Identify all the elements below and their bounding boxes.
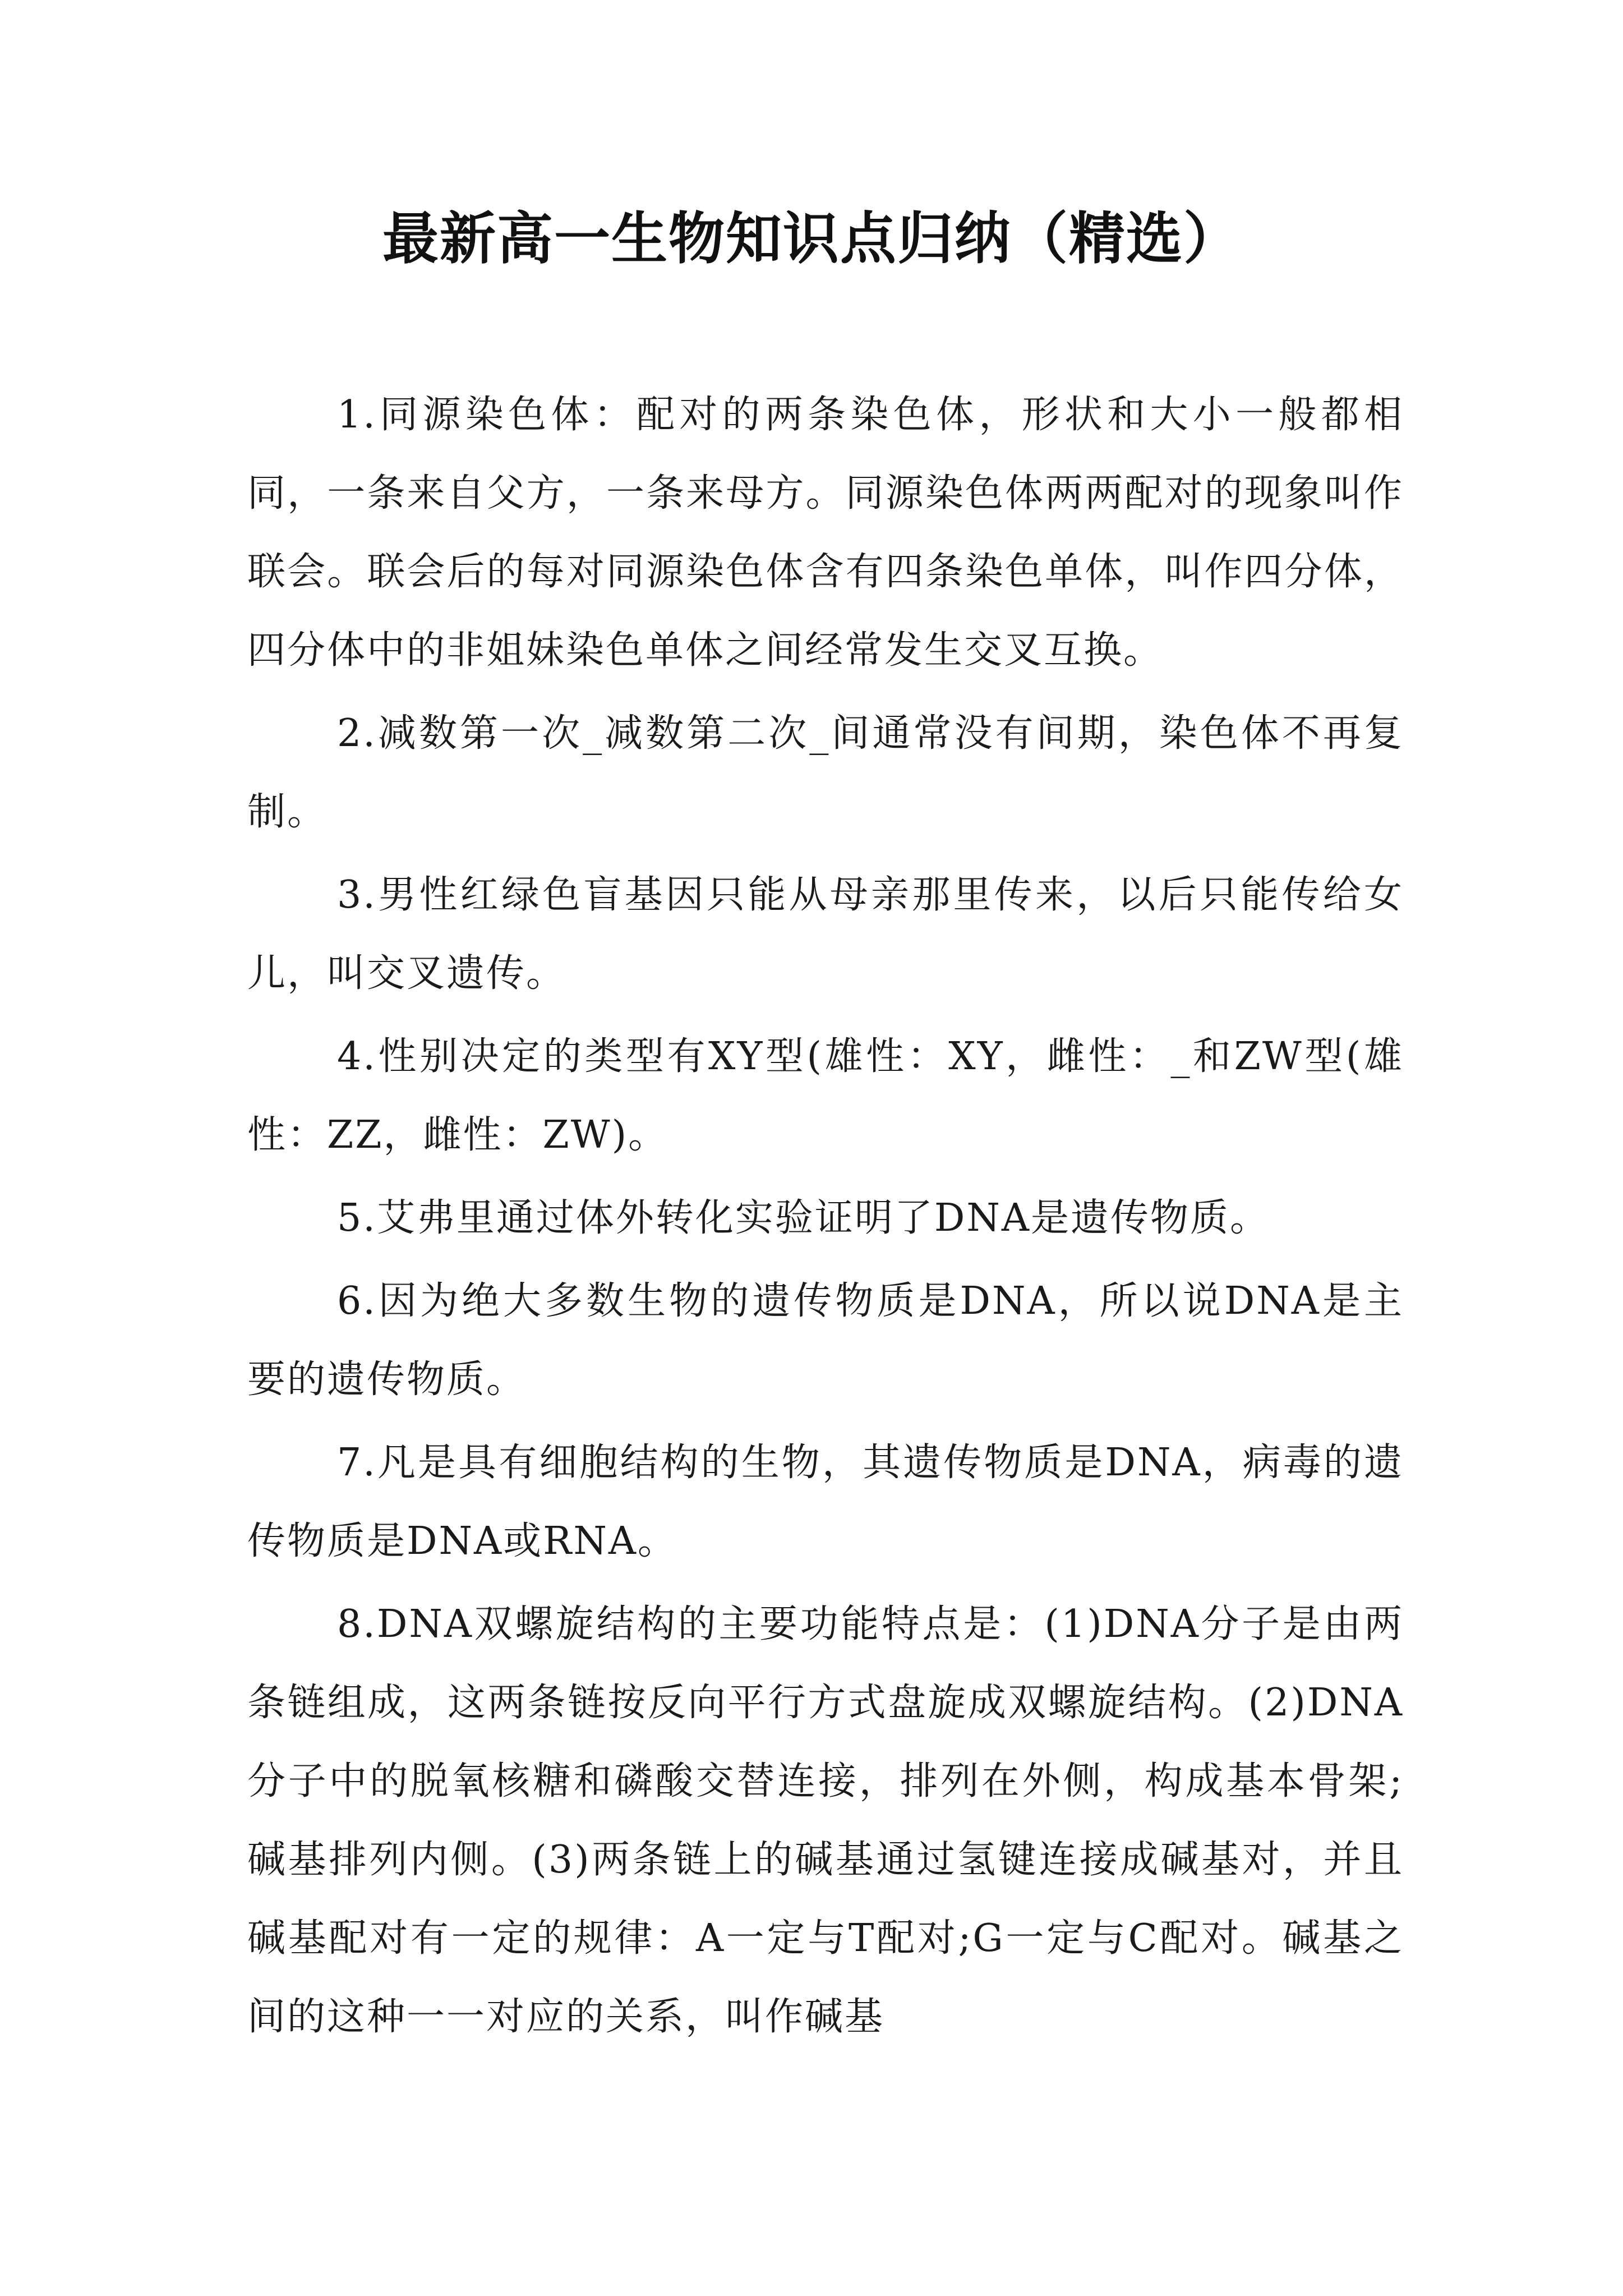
document-title: 最新高一生物知识点归纳（精选） <box>382 205 1241 272</box>
paragraph-1: 1.同源染色体：配对的两条染色体，形状和大小一般都相同，一条来自父方，一条来母方。同源染色体两两配对的现象叫作联会。联会后的每对同源染色体含有四条染色单体，叫作四分体，四分体中的非姐妹染色单体之间经常发生交叉互换。 <box>247 393 1404 673</box>
paragraph-8: 8.DNA双螺旋结构的主要功能特点是：(1)DNA分子是由两条链组成，这两条链按反向平行方式盘旋成双螺旋结构。(2)DNA分子中的脱氧核糖和磷酸交替连接，排列在外侧，构成基本骨架;碱基排列内侧。(3)两条链上的碱基通过氢键连接成碱基对，并且碱基配对有一定的规律：A一定与T配对;G一定与C配对。碱基之间的这种一一对应的关系，叫作碱基 <box>247 1602 1404 2039</box>
paragraph-6: 6.因为绝大多数生物的遗传物质是DNA，所以说DNA是主要的遗传物质。 <box>247 1279 1404 1402</box>
paragraph-7: 7.凡是具有细胞结构的生物，其遗传物质是DNA，病毒的遗传物质是DNA或RNA。 <box>247 1441 1404 1563</box>
paragraph-2: 2.减数第一次_减数第二次_间通常没有间期，染色体不再复制。 <box>247 711 1404 834</box>
document-body <box>247 376 1404 2061</box>
paragraph-3: 3.男性红绿色盲基因只能从母亲那里传来，以后只能传给女儿，叫交叉遗传。 <box>247 873 1404 996</box>
paragraph-5: 5.艾弗里通过体外转化实验证明了DNA是遗传物质。 <box>337 1196 1270 1240</box>
paragraph-4: 4.性别决定的类型有XY型(雄性：XY，雌性：_和ZW型(雄性：ZZ，雌性：ZW)。 <box>247 1034 1404 1157</box>
